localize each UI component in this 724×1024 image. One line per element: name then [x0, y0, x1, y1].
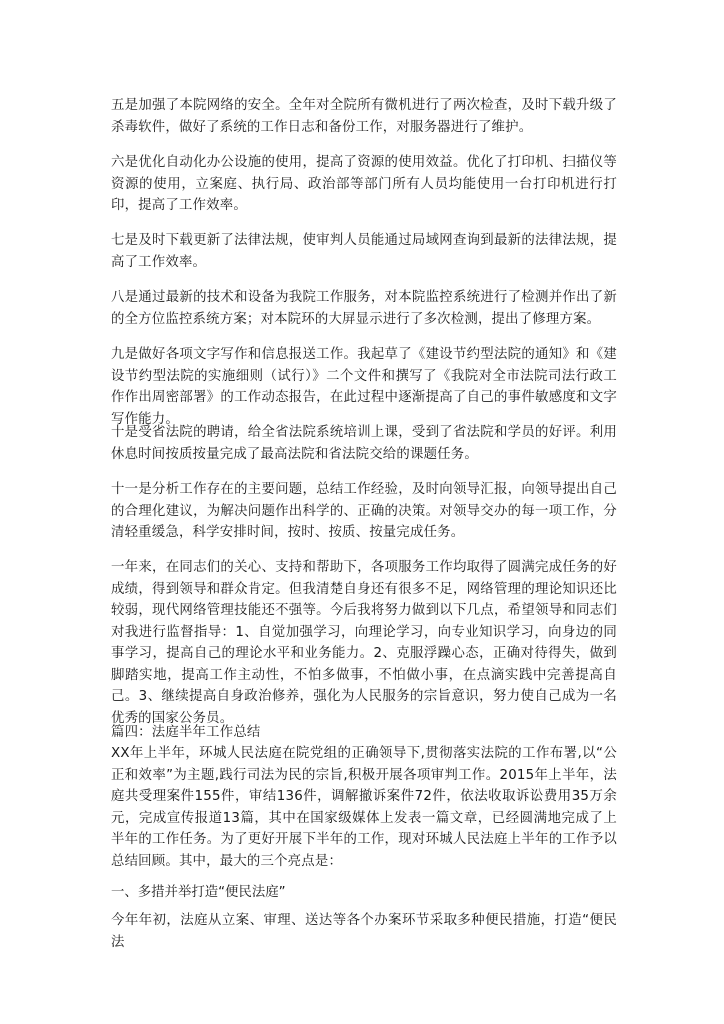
paragraph-year-summary: 一年来，在同志们的关心、支持和帮助下，各项服务工作均取得了圆满完成任务的好成绩，得到领导和群众肯定。但我清楚自身还有很多不足，网络管理的理论知识还比较弱，现代网络管理技能还不强等。今后我将努力做到以下几点，希望领导和同志们对我进行监督指导：1、自觉加强学习，向理论学习，向专业知识学习，向身边的同事学习，提高自己的理论水平和业务能力。2、克服浮躁心态，正确对待得失，做到脚踏实地，提高工作主动性，不怕多做事，不怕做小事，在点滴实践中完善提高自己。3、继续提高自身政治修养，强化为人民服务的宗旨意识，努力使自己成为一名优秀的国家公务员。	[111, 560, 617, 726]
paragraph-training: 十是受省法院的聘请，给全省法院系统培训上课，受到了省法院和学员的好评。利用休息时间按质按量完成了最高法院和省法院交给的课题任务。	[111, 425, 617, 462]
paragraph-convenience-court: 今年年初，法庭从立案、审理、送达等各个办案环节采取多种便民措施，打造“便民法	[111, 913, 617, 950]
section-intro: XX年上半年，环城人民法庭在院党组的正确领导下,贯彻落实法院的工作布署,以“公正和效率”为主题,践行司法为民的宗旨,积极开展各项审判工作。2015年上半年，法庭共受理案件155件，审结136件，调解撤诉案件72件，依法收取诉讼费用35万余元，完成宣传报道13篇，其中在国家级媒体上发表一篇文章，已经圆满地完成了上半年的工作任务。为了更好开展下半年的工作，现对环城人民法庭上半年的工作予以总结回顾。其中，最大的三个亮点是：	[111, 746, 617, 869]
paragraph-analysis: 十一是分析工作存在的主要问题，总结工作经验，及时向领导汇报，向领导提出自己的合理化建议，为解决问题作出科学的、正确的决策。对领导交办的每一项工作，分清轻重缓急，科学安排时间，按时、按质、按量完成任务。	[111, 482, 617, 540]
section-subheading: 一、多措并举打造“便民法庭”	[111, 885, 286, 900]
paragraph-law-updates: 七是及时下载更新了法律法规，使审判人员能通过局域网查询到最新的法律法规，提高了工作效率。	[111, 233, 617, 270]
section-title: 篇四：法庭半年工作总结	[111, 725, 261, 740]
paragraph-office-automation: 六是优化自动化办公设施的使用，提高了资源的使用效益。优化了打印机、扫描仪等资源的使用，立案庭、执行局、政治部等部门所有人员均能使用一台打印机进行打印，提高了工作效率。	[111, 155, 617, 213]
paragraph-writing-work: 九是做好各项文字写作和信息报送工作。我起草了《建设节约型法院的通知》和《建设节约型法院的实施细则（试行）》二个文件和撰写了《我院对全市法院司法行政工作作出周密部署》的工作动态报告，在此过程中逐渐提高了自己的事件敏感度和文字写作能力。	[111, 347, 617, 427]
paragraph-monitoring-system: 八是通过最新的技术和设备为我院工作服务，对本院监控系统进行了检测并作出了新的全方位监控系统方案；对本院环的大屏显示进行了多次检测，提出了修理方案。	[111, 290, 617, 327]
paragraph-network-security: 五是加强了本院网络的安全。全年对全院所有微机进行了两次检查，及时下载升级了杀毒软件，做好了系统的工作日志和备份工作，对服务器进行了维护。	[111, 98, 617, 135]
